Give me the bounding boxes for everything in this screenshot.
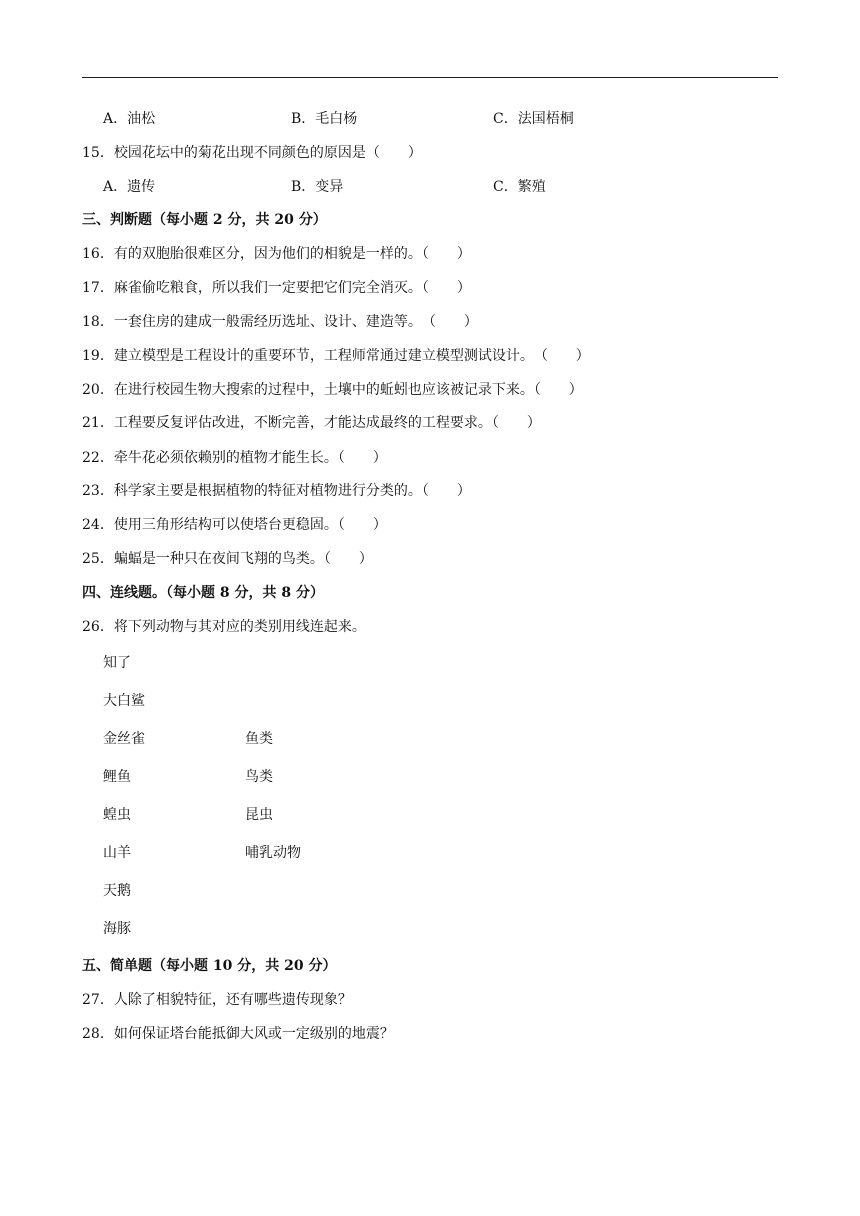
q15-option-c: C．繁殖 [493,179,546,195]
question-21: 21．工程要反复评估改进，不断完善，才能达成最终的工程要求。（ ） [82,415,541,431]
animal-item: 知了 [103,655,131,671]
header-rule [82,77,778,78]
animal-item: 天鹅 [103,883,131,899]
question-19: 19．建立模型是工程设计的重要环节，工程师常通过建立模型测试设计。 （ ） [82,348,590,364]
category-item: 哺乳动物 [245,845,301,861]
question-27: 27．人除了相貌特征，还有哪些遗传现象？ [82,992,352,1008]
section5-title: 五、简单题（每小题 10 分，共 20 分） [82,958,337,974]
animal-item: 海豚 [103,921,131,937]
question-20: 20．在进行校园生物大搜索的过程中，土壤中的蚯蚓也应该被记录下来。（ ） [82,382,583,398]
section3-title: 三、判断题（每小题 2 分，共 20 分） [82,212,327,228]
animal-item: 大白鲨 [103,693,145,709]
question-25: 25．蝙蝠是一种只在夜间飞翔的鸟类。（ ） [82,551,373,567]
section4-title: 四、连线题。（每小题 8 分，共 8 分） [82,585,324,601]
q15-option-a: A．遗传 [103,179,156,195]
question-23: 23．科学家主要是根据植物的特征对植物进行分类的。（ ） [82,483,471,499]
question-22: 22．牵牛花必须依赖别的植物才能生长。（ ） [82,450,387,466]
animal-item: 山羊 [103,845,131,861]
animal-item: 金丝雀 [103,731,145,747]
q14-option-a: A．油松 [103,111,156,127]
category-item: 鱼类 [245,731,273,747]
question-18: 18．一套住房的建成一般需经历选址、设计、建造等。 （ ） [82,314,478,330]
q14-option-b: B．毛白杨 [291,111,358,127]
category-item: 昆虫 [245,807,273,823]
question-24: 24．使用三角形结构可以使塔台更稳固。（ ） [82,517,387,533]
q15-question: 15．校园花坛中的菊花出现不同颜色的原因是（ ） [82,145,422,161]
animal-item: 蝗虫 [103,807,131,823]
question-17: 17．麻雀偷吃粮食，所以我们一定要把它们完全消灭。（ ） [82,280,471,296]
category-item: 鸟类 [245,769,273,785]
animal-item: 鲤鱼 [103,769,131,785]
q15-option-b: B．变异 [291,179,344,195]
question-26: 26．将下列动物与其对应的类别用线连起来。 [82,619,366,635]
q14-option-c: C．法国梧桐 [493,111,574,127]
question-28: 28．如何保证塔台能抵御大风或一定级别的地震？ [82,1026,394,1042]
question-16: 16．有的双胞胎很难区分，因为他们的相貌是一样的。（ ） [82,246,471,262]
